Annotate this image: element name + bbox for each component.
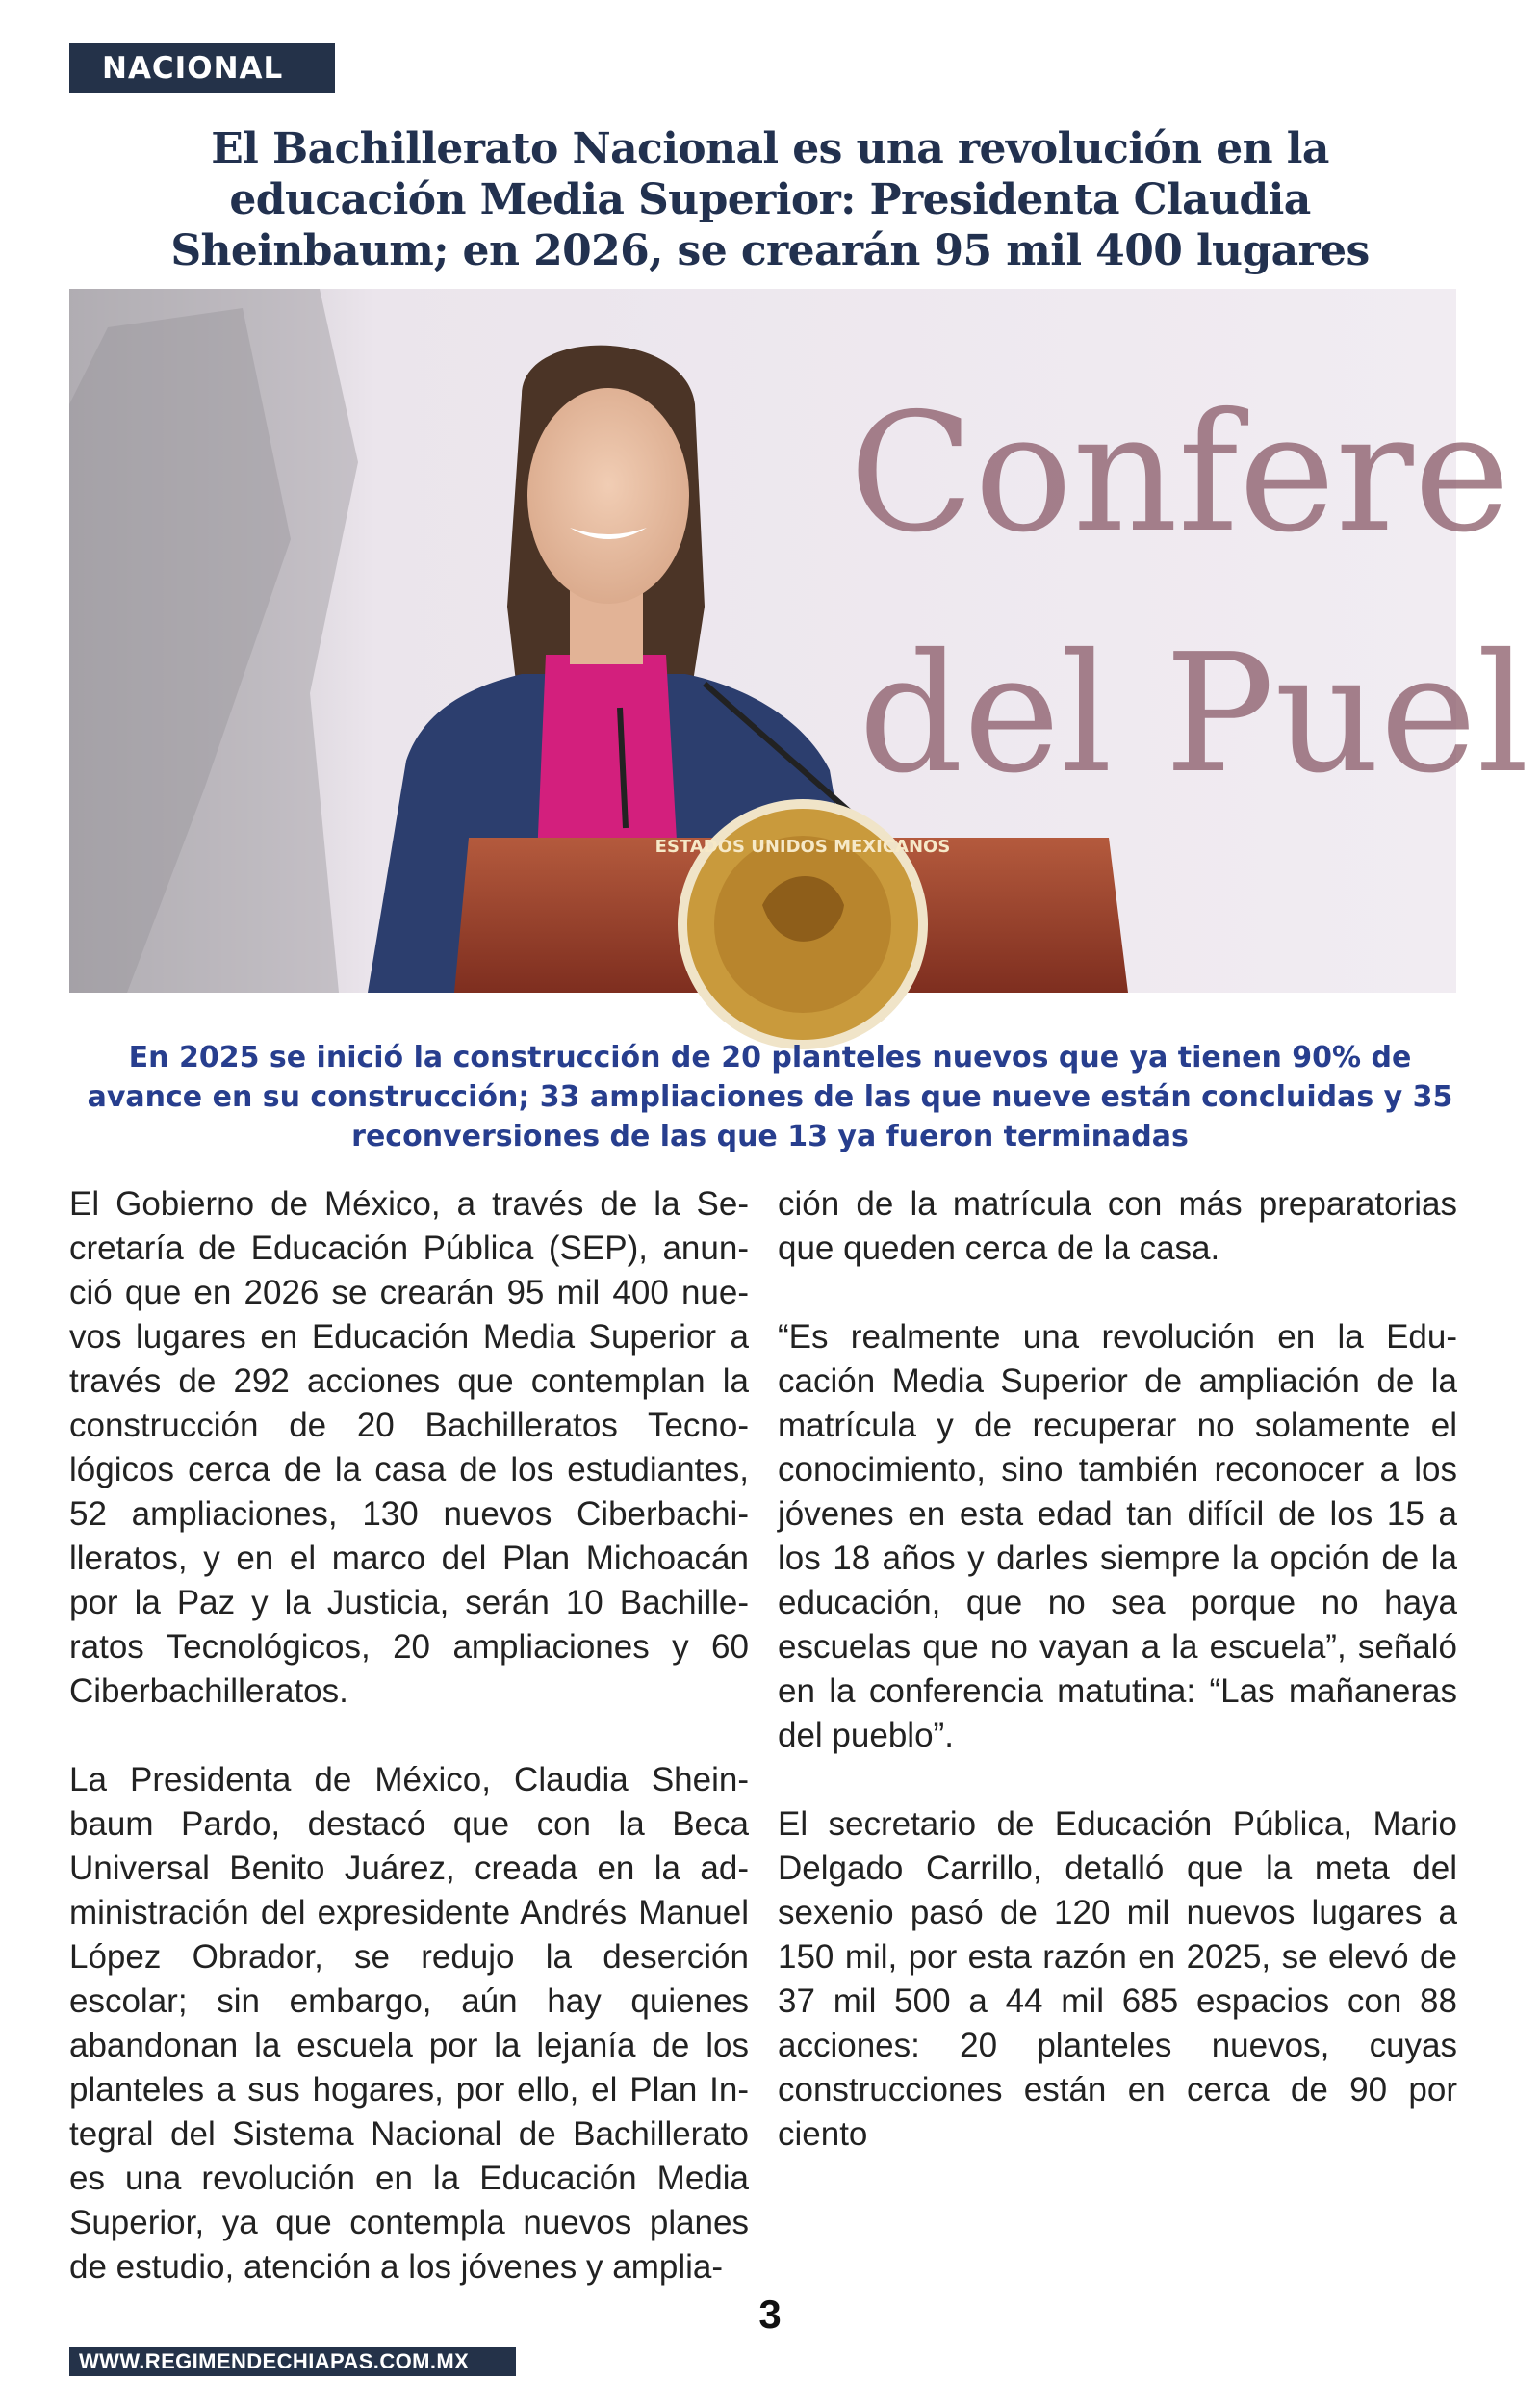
backdrop-text-line2: del Puel bbox=[859, 619, 1529, 810]
body-column-left bbox=[69, 1182, 749, 2334]
page-number: 3 bbox=[758, 2291, 782, 2337]
article-headline: El Bachillerato Nacional es una revolución en la educación Media Superior: Presidenta Claudia Sheinbaum; en 2026, se crearán 95 mil 400 lugares bbox=[170, 124, 1370, 275]
body-paragraph: ción de la matrícula con más preparatorias que queden cerca de la casa. bbox=[778, 1185, 1457, 1267]
seal-text: ESTADOS UNIDOS MEXICANOS bbox=[654, 837, 951, 857]
body-paragraph: La Presidenta de México, Claudia Sheinbaum Pardo, destacó que con la Beca Universal Benito Juárez, creada en la administración del expresidente Andrés Manuel López Obrador, se redujo la deserción escolar; sin embargo, aún hay quienes abandonan la escuela por la lejanía de los planteles a sus hogares, por ello, el Plan Integral del Sistema Nacional de Bachillerato es una revolución en la Educación Media Superior, ya que contempla nuevos planes de estudio, atención a los jóvenes y amplia- bbox=[69, 1761, 749, 2286]
article-subhead: En 2025 se inició la construcción de 20 planteles nuevos que ya tienen 90% de avance en su construcción; 33 ampliaciones de las que nueve están concluidas y 35 reconversiones de las que 13 ya fueron terminadas bbox=[87, 1041, 1453, 1153]
backdrop-text-line1: Confere bbox=[849, 378, 1511, 569]
body-paragraph: “Es realmente una revolución en la Educación Media Superior de ampliación de la matrícula y de recuperar no solamente el conocimiento, sino también reconocer a los jóvenes en esta edad tan difícil de los 15 a los 18 años y darles siempre la opción de la educación, que no sea porque no haya escuelas que no vayan a la escuela”, señaló en la conferencia matutina: “Las mañaneras del pueblo”. bbox=[778, 1318, 1457, 1754]
body-paragraph: El secretario de Educación Pública, Mario Delgado Carrillo, detalló que la meta del sexenio pasó de 120 mil nuevos lugares a 150 mil, por esta razón en 2025, se elevó de 37 mil 500 a 44 mil 685 espacios con 88 acciones: 20 planteles nuevos, cuyas construcciones están en cerca de 90 por ciento bbox=[778, 1805, 1457, 2153]
body-paragraph: El Gobierno de México, a través de la Secretaría de Educación Pública (SEP), anunció que en 2026 se crearán 95 mil 400 nuevos lugares en Educación Media Superior a través de 292 acciones que contemplan la construcción de 20 Bachilleratos Tecnológicos cerca de la casa de los estudiantes, 52 ampliaciones, 130 nuevos Ciberbachilleratos, y en el marco del Plan Michoacán por la Paz y la Justicia, serán 10 Bachilleratos Tecnológicos, 20 ampliaciones y 60 Ciberbachilleratos. bbox=[69, 1185, 749, 1710]
article-photo bbox=[69, 289, 1529, 993]
website-footer: WWW.REGIMENDECHIAPAS.COM.MX bbox=[69, 2347, 516, 2376]
section-label: NACIONAL bbox=[69, 43, 335, 93]
body-column-right bbox=[778, 1182, 1457, 2201]
